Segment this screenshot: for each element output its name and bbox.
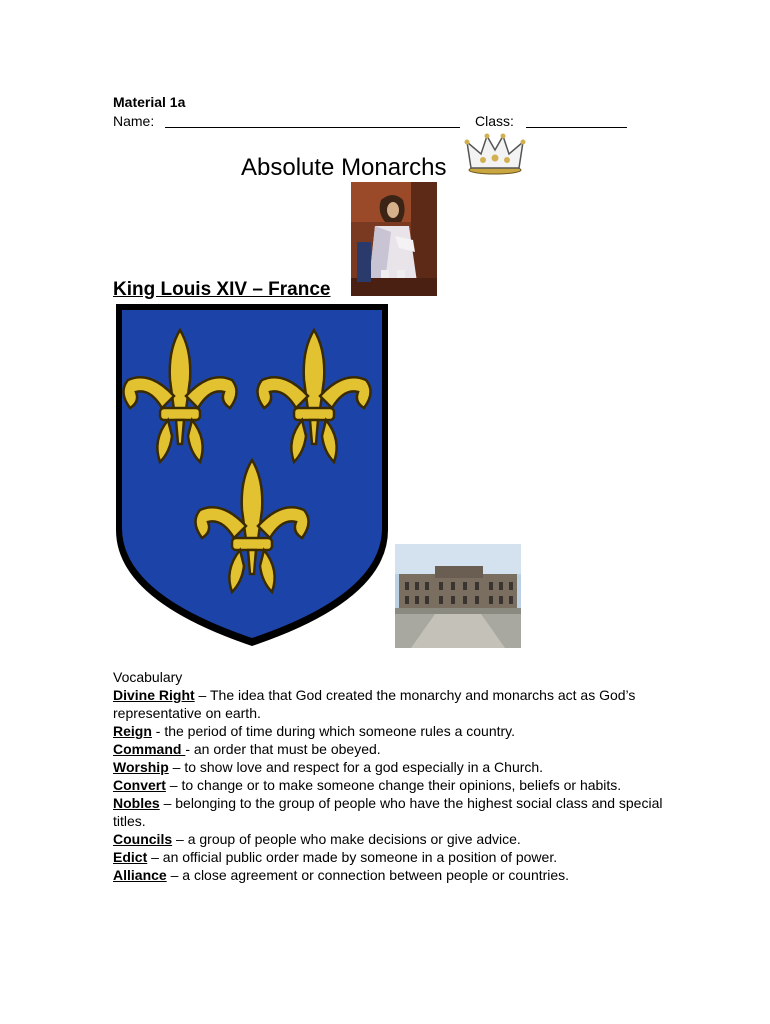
vocab-item: [113, 740, 673, 758]
vocab-term: Reign: [113, 723, 152, 739]
vocab-term: Edict: [113, 849, 148, 865]
versailles-palace-image: [395, 544, 521, 648]
vocab-definition: - the period of time during which someone rules a country.: [151, 723, 516, 739]
vocab-definition: – to show love and respect for a god especially in a Church.: [168, 759, 544, 775]
crown-icon: [463, 132, 527, 176]
vocab-term: Command: [113, 741, 186, 757]
name-class-row: [113, 113, 633, 133]
class-blank-line: [526, 127, 627, 128]
vocab-term: Councils: [113, 831, 173, 847]
vocab-definition: – a close agreement or connection between people or countries.: [166, 867, 570, 883]
vocab-item: [113, 722, 673, 740]
vocab-term: Alliance: [113, 867, 167, 883]
name-blank-line: [165, 127, 460, 128]
vocab-term: Divine Right: [113, 687, 195, 703]
vocabulary-heading: Vocabulary: [113, 669, 183, 685]
vocab-item: [113, 686, 673, 722]
fleur-de-lis-shield-image: [112, 300, 392, 650]
vocab-definition: – an official public order made by someone in a position of power.: [147, 849, 558, 865]
vocab-item: [113, 848, 673, 866]
class-label: Class:: [475, 113, 514, 129]
louis-xiv-portrait-image: [351, 182, 437, 296]
vocab-term: Convert: [113, 777, 166, 793]
name-label: Name:: [113, 113, 155, 129]
vocab-definition: - an order that must be obeyed.: [185, 741, 381, 757]
vocab-definition: – to change or to make someone change their opinions, beliefs or habits.: [165, 777, 622, 793]
section-heading: King Louis XIV – France: [113, 279, 331, 300]
vocab-definition: – belonging to the group of people who have the highest social class and special titles.: [113, 795, 663, 829]
vocab-item: [113, 830, 673, 848]
vocab-term: Worship: [113, 759, 169, 775]
vocab-item: [113, 776, 673, 794]
vocab-term: Nobles: [113, 795, 160, 811]
vocab-item: [113, 866, 673, 884]
vocab-definition: – The idea that God created the monarchy and monarchs act as God’s representative on earth.: [113, 687, 636, 721]
vocab-definition: – a group of people who make decisions or give advice.: [172, 831, 521, 847]
vocab-item: [113, 794, 673, 830]
vocabulary-section: [113, 668, 673, 884]
material-label: Material 1a: [113, 94, 186, 110]
page-title: Absolute Monarchs: [241, 154, 447, 181]
vocab-item: [113, 758, 673, 776]
